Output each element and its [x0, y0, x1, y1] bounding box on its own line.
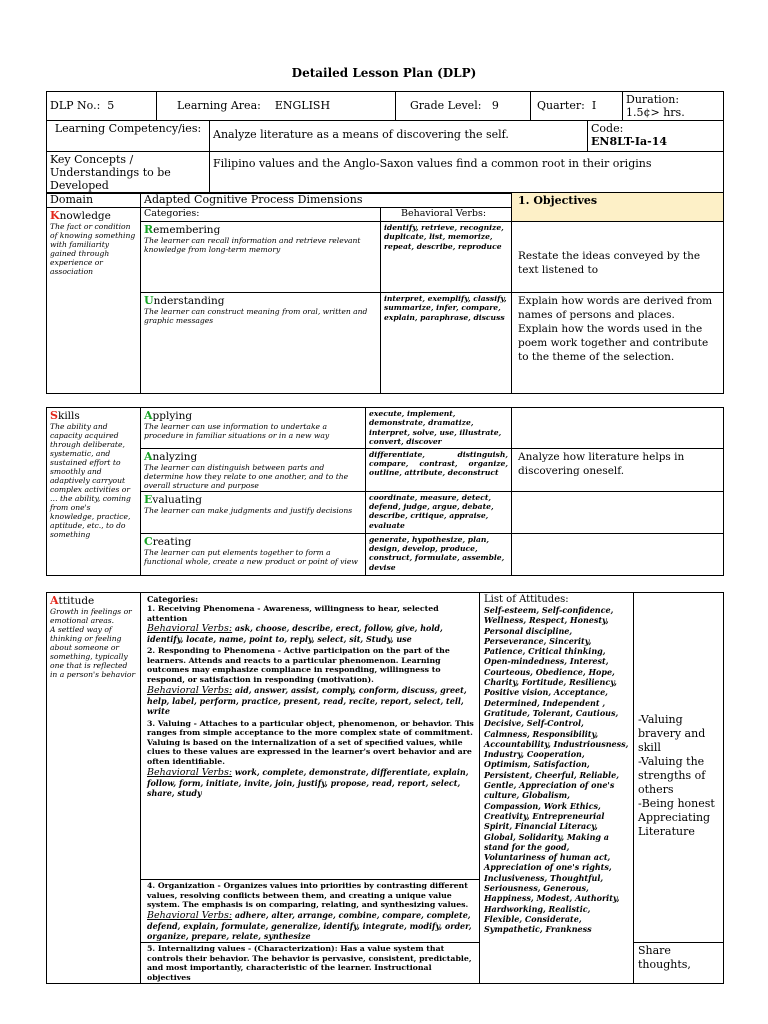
attitude-objective: -Valuing bravery and skill -Valuing the strengths of others -Being honest Appreciating Literature: [634, 593, 724, 943]
grade-value: 9: [491, 99, 499, 112]
skills-desc: The ability and capacity acquired through deliberate, systematic, and sustained effort to smoothly and adaptively carryout complex activities or … the ability, coming from one's knowledge, practice, aptitude, etc., to do something: [50, 422, 131, 539]
code-label: Code:: [591, 122, 624, 135]
key-concepts-label: Key Concepts / Understandings to be Developed: [47, 152, 210, 194]
duration-cell: [623, 92, 724, 121]
applying-cell: [141, 408, 366, 449]
remembering-objective: Restate the ideas conveyed by the text listened to: [512, 222, 724, 293]
competency-table: [46, 120, 724, 194]
attitude-item-3: [147, 719, 476, 798]
code-cell: [588, 121, 724, 152]
analyzing-verbs: differentiate, distinguish, compare, contrast, organize, outline, attribute, deconstruct: [366, 448, 512, 491]
applying-objective: [512, 408, 724, 449]
skills-table: [46, 407, 724, 576]
competency-label: Learning Competency/ies:: [47, 121, 210, 152]
competency-value: Analyze literature as a means of discovering the self.: [210, 121, 588, 152]
remembering-letter: R: [144, 223, 154, 236]
skills-label: kills: [57, 410, 80, 422]
attitude-item-4: [141, 880, 480, 943]
quarter-value: I: [591, 99, 597, 112]
key-concepts-value: Filipino values and the Anglo-Saxon values find a common root in their origins: [210, 152, 724, 194]
attitudes-list: Self-esteem, Self-confidence, Wellness, Respect, Honesty, Personal discipline, Perseverance, Sincerity, Patience, Critical thinking, Open-mindedness, Interest, Courteous, Obedience, Hope, Charity, Fortitude, Resiliency, Positive vision, Acceptance, Determined, Independent , Gratitude, Tolerant, Cautious, Decisive, Self-Control, Calmness, Responsibility, Accountability, Industriousness, Industry, Cooperation, Optimism, Satisfaction, Persistent, Cheerful, Reliable, Gentle, Appreciation of one's culture, Globalism, Compassion, Work Ethics, Creativity, Entrepreneurial Spirit, Financial Literacy, Global, Solidarity, Making a stand for the good, Voluntariness of human act, Appreciation of one's rights, Inclusiveness, Thoughtful, Seriousness, Generous, Happiness, Modest, Authority, Hardworking, Realistic, Flexible, Considerate, Sympathetic, Frankness: [484, 605, 629, 935]
evaluating-letter: E: [144, 492, 153, 506]
quarter-cell: [531, 92, 623, 121]
attitude-table: [46, 592, 724, 984]
attitude-label: ttitude: [58, 595, 95, 607]
analyzing-objective: Analyze how literature helps in discovering oneself.: [512, 448, 724, 491]
behavioral-verbs-list: work, complete, demonstrate, differentiate, explain, follow, form, initiate, invite, join, justify, propose, read, report, select, share, study: [147, 766, 469, 798]
analyzing-cell: [141, 448, 366, 491]
knowledge-table: [46, 192, 724, 394]
attitude-domain-cell: [47, 593, 141, 984]
duration-label: Duration:: [626, 93, 680, 106]
behavioral-verbs-label: Behavioral Verbs:: [147, 623, 233, 635]
creating-desc: The learner can put elements together to form a functional whole, create a new product or point of view: [144, 547, 358, 566]
attitudes-list-label: List of Attitudes:: [484, 594, 569, 605]
attitude-item-text: 1. Receiving Phenomena - Awareness, willingness to hear, selected attention: [147, 604, 439, 623]
evaluating-objective: [512, 491, 724, 533]
remembering-verbs: identify, retrieve, recognize, duplicate, list, memorize, repeat, describe, reproduce: [381, 222, 512, 293]
attitude-item-text: 3. Valuing - Attaches to a particular object, phenomenon, or behavior. This ranges from simple acceptance to the more complex state of commitment. Valuing is based on the internalization of a set of specified values, while clues to these values are expressed in the learner's overt behavior and are often identifiable.: [147, 718, 474, 766]
attitude-item-1: [147, 604, 476, 644]
applying-label: pplying: [152, 410, 193, 422]
area-value: ENGLISH: [274, 99, 331, 112]
analyzing-desc: The learner can distinguish between parts and determine how they relate to one another, and to the overall structure and purpose: [144, 462, 349, 490]
creating-label: reating: [152, 535, 192, 548]
objectives-header: 1. Objectives: [512, 193, 724, 222]
grade-label: Grade Level:: [410, 99, 482, 112]
attitude-categories-cell: [141, 593, 480, 880]
understanding-label: nderstanding: [153, 295, 225, 307]
attitudes-list-cell: [480, 593, 634, 984]
learning-area-cell: [157, 92, 396, 121]
understanding-objective: Explain how words are derived from names of persons and places. Explain how the words used in the poem work together and contribute to the theme of the selection.: [512, 293, 724, 394]
remembering-label: emembering: [153, 224, 221, 236]
categories-header: Categories:: [141, 208, 381, 222]
knowledge-label: nowledge: [59, 210, 111, 222]
creating-cell: [141, 533, 366, 575]
evaluating-desc: The learner can make judgments and justify decisions: [144, 505, 353, 515]
attitude-item-2: [147, 646, 476, 715]
applying-desc: The learner can use information to undertake a procedure in familiar situations or in a new way: [144, 422, 330, 440]
applying-verbs: execute, implement, demonstrate, dramatize, interpret, solve, use, illustrate, convert, discover: [366, 408, 512, 449]
evaluating-cell: [141, 491, 366, 533]
applying-letter: A: [144, 409, 153, 422]
header-table: [46, 91, 724, 121]
knowledge-letter: K: [50, 209, 60, 222]
attitude-item-text: 5. Internalizing values - (Characterization): Has a value system that controls their behavior. The behavior is pervasive, consistent, predictable, and most importantly, characteristic of the learner. Instructional objectives: [147, 944, 472, 982]
understanding-letter: U: [144, 294, 154, 307]
understanding-cell: [141, 293, 381, 394]
skills-domain-cell: [47, 408, 141, 576]
attitude-objective-2: Share thoughts,: [634, 943, 724, 984]
behavioral-verbs-label: Behavioral Verbs:: [147, 766, 233, 778]
behavioral-verbs-list: adhere, alter, arrange, combine, compare, complete, defend, explain, formulate, generalize, identify, integrate, modify, order, organize, prepare, relate, synthesize: [147, 909, 472, 941]
attitude-desc: Growth in feelings or emotional areas. A settled way of thinking or feeling about someone or something, typically one that is reflected in a person's behavior: [50, 607, 136, 679]
quarter-label: Quarter:: [537, 99, 585, 112]
analyzing-letter: A: [144, 449, 153, 463]
grade-level-cell: [396, 92, 531, 121]
evaluating-verbs: coordinate, measure, detect, defend, judge, argue, debate, describe, critique, appraise, evaluate: [366, 491, 512, 533]
area-label: Learning Area:: [177, 99, 261, 112]
attitude-letter: A: [50, 594, 59, 607]
page-title: Detailed Lesson Plan (DLP): [291, 66, 477, 80]
skills-letter: S: [50, 409, 58, 422]
dlp-number-cell: [47, 92, 157, 121]
knowledge-desc: The fact or condition of knowing something with familiarity gained through experience or association: [50, 222, 136, 276]
creating-letter: C: [144, 534, 153, 548]
dlp-no-value: 5: [107, 99, 115, 112]
behavioral-verbs-label: Behavioral Verbs:: [147, 909, 233, 921]
attitude-item-text: 4. Organization - Organizes values into priorities by contrasting different values, resolving conflicts between them, and creating a unique value system. The emphasis is on comparing, relating, and synthesizing values.: [147, 881, 469, 910]
knowledge-domain-cell: [47, 208, 141, 394]
creating-objective: [512, 533, 724, 575]
code-value: EN8LT-Ia-14: [591, 135, 668, 148]
domain-header: Domain: [47, 193, 141, 208]
behavioral-verbs-label: Behavioral Verbs:: [147, 684, 233, 696]
dimensions-header: Adapted Cognitive Process Dimensions: [141, 193, 512, 208]
remembering-desc: The learner can recall information and retrieve relevant knowledge from long-term memory: [144, 236, 361, 254]
attitude-categories-label: Categories:: [147, 594, 199, 604]
attitude-item-5: [141, 943, 480, 984]
behavioral-verbs-list: aid, answer, assist, comply, conform, discuss, greet, help, label, perform, practice, present, read, recite, report, select, tell, write: [147, 684, 467, 716]
understanding-desc: The learner can construct meaning from oral, written and graphic messages: [144, 307, 368, 325]
evaluating-label: valuating: [152, 493, 203, 506]
dlp-no-label: DLP No.:: [50, 99, 101, 112]
creating-verbs: generate, hypothesize, plan, design, develop, produce, construct, formulate, assemble, devise: [366, 533, 512, 575]
behavioral-verbs-list: ask, choose, describe, erect, follow, give, hold, identify, locate, name, point to, reply, select, sit, Study, use: [147, 623, 443, 645]
analyzing-label: nalyzing: [152, 450, 198, 463]
attitude-item-text: 2. Responding to Phenomena - Active participation on the part of the learners. Attends and reacts to a particular phenomenon. Learning outcomes may emphasize compliance in responding, willingness to respond, or satisfaction in responding (motivation).: [147, 646, 450, 684]
duration-value: 1.5¢> hrs.: [626, 106, 685, 119]
understanding-verbs: interpret, exemplify, classify, summarize, infer, compare, explain, paraphrase, discuss: [381, 293, 512, 394]
remembering-cell: [141, 222, 381, 293]
verbs-header: Behavioral Verbs:: [381, 208, 512, 222]
